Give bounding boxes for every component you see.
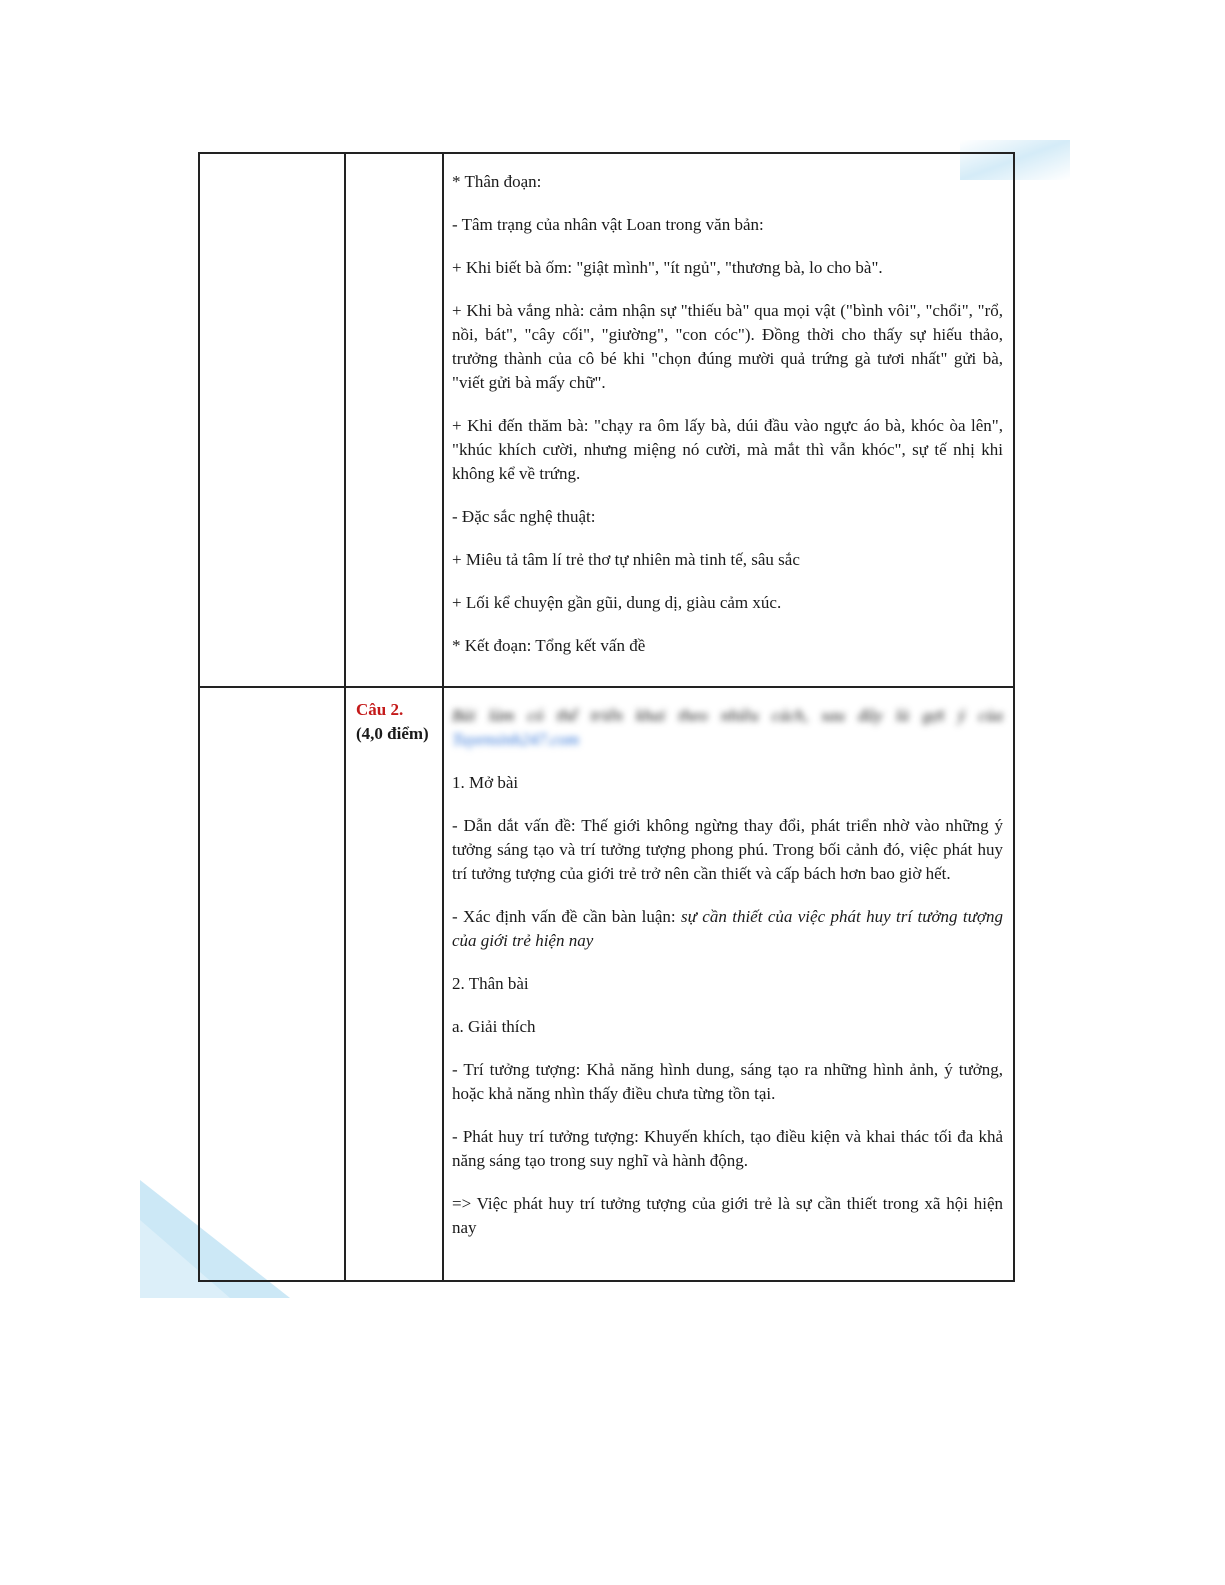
khi-den-tham-ba: + Khi đến thăm bà: "chạy ra ôm lấy bà, dúi đầu vào ngực áo bà, khóc òa lên", "khúc khích cười, nhưng miệng nó cười, mà mắt thì vẫn khóc", sự tế nhị khi không kể về trứng. [452,416,1003,483]
loi-ke-chuyen: + Lối kể chuyện gần gũi, dung dị, giàu cảm xúc. [452,593,782,612]
answer-cell [443,687,1014,1281]
table-row [199,153,1014,687]
question-cell [345,687,443,1281]
table-row [199,687,1014,1281]
xac-dinh-van-de: - Xác định vấn đề cần bàn luận: sự cần thiết của việc phát huy trí tưởng tượng của giới trẻ hiện nay [452,907,1003,950]
answer-cell [443,153,1014,687]
ket-luan: => Việc phát huy trí tưởng tượng của giới trẻ là sự cần thiết trong xã hội hiện nay [452,1194,1003,1237]
blurred-link: Tuyensinh247.com [452,730,580,749]
section-cell [199,687,345,1281]
answer-table [198,152,1015,1282]
question-label: Câu 2. [356,700,404,719]
tam-trang-heading: - Tâm trạng của nhân vật Loan trong văn bản: [452,215,764,234]
khi-biet-ba-om: + Khi biết bà ốm: "giật mình", "ít ngủ", "thương bà, lo cho bà". [452,258,883,277]
dac-sac-nghe-thuat-heading: - Đặc sắc nghệ thuật: [452,507,596,526]
phat-huy-definition: - Phát huy trí tưởng tượng: Khuyến khích, tạo điều kiện và khai thác tối đa khả năng sáng tạo trong suy nghĩ và hành động. [452,1127,1003,1170]
mieu-ta-tam-li: + Miêu tả tâm lí trẻ thơ tự nhiên mà tinh tế, sâu sắc [452,550,800,569]
blurred-intro: Bài làm có thể triển khai theo nhiều cách, sau đây là gợi ý của Tuyensinh247.com [452,706,1003,749]
than-doan-heading: * Thân đoạn: [452,172,542,191]
van-de-italic: sự cần thiết của việc phát huy trí tưởng tượng của giới trẻ hiện nay [452,907,1003,950]
ket-doan: * Kết đoạn: Tổng kết vấn đề [452,636,646,655]
question-points: (4,0 điểm) [356,724,429,743]
mo-bai-heading: 1. Mở bài [452,773,519,792]
section-cell [199,153,345,687]
tri-tuong-tuong-definition: - Trí tưởng tượng: Khả năng hình dung, sáng tạo ra những hình ảnh, ý tưởng, hoặc khả năng nhìn thấy điều chưa từng tồn tại. [452,1060,1003,1103]
question-cell [345,153,443,687]
than-bai-heading: 2. Thân bài [452,974,529,993]
khi-ba-vang-nha: + Khi bà vắng nhà: cảm nhận sự "thiếu bà" qua mọi vật ("bình vôi", "chổi", "rổ, nồi, bát", "cây cối", "giường", "con cóc"). Đồng thời cho thấy sự hiếu thảo, trưởng thành của cô bé khi "chọn đúng mười quả trứng gà tươi nhất" gửi bà, "viết gửi bà mấy chữ". [452,301,1003,392]
dan-dat-van-de: - Dẫn dắt vấn đề: Thế giới không ngừng thay đổi, phát triển nhờ vào những ý tưởng sáng tạo và trí tưởng tượng phong phú. Trong bối cảnh đó, việc phát huy trí tưởng tượng của giới trẻ trở nên cần thiết và cấp bách hơn bao giờ hết. [452,816,1003,883]
giai-thich-heading: a. Giải thích [452,1017,536,1036]
